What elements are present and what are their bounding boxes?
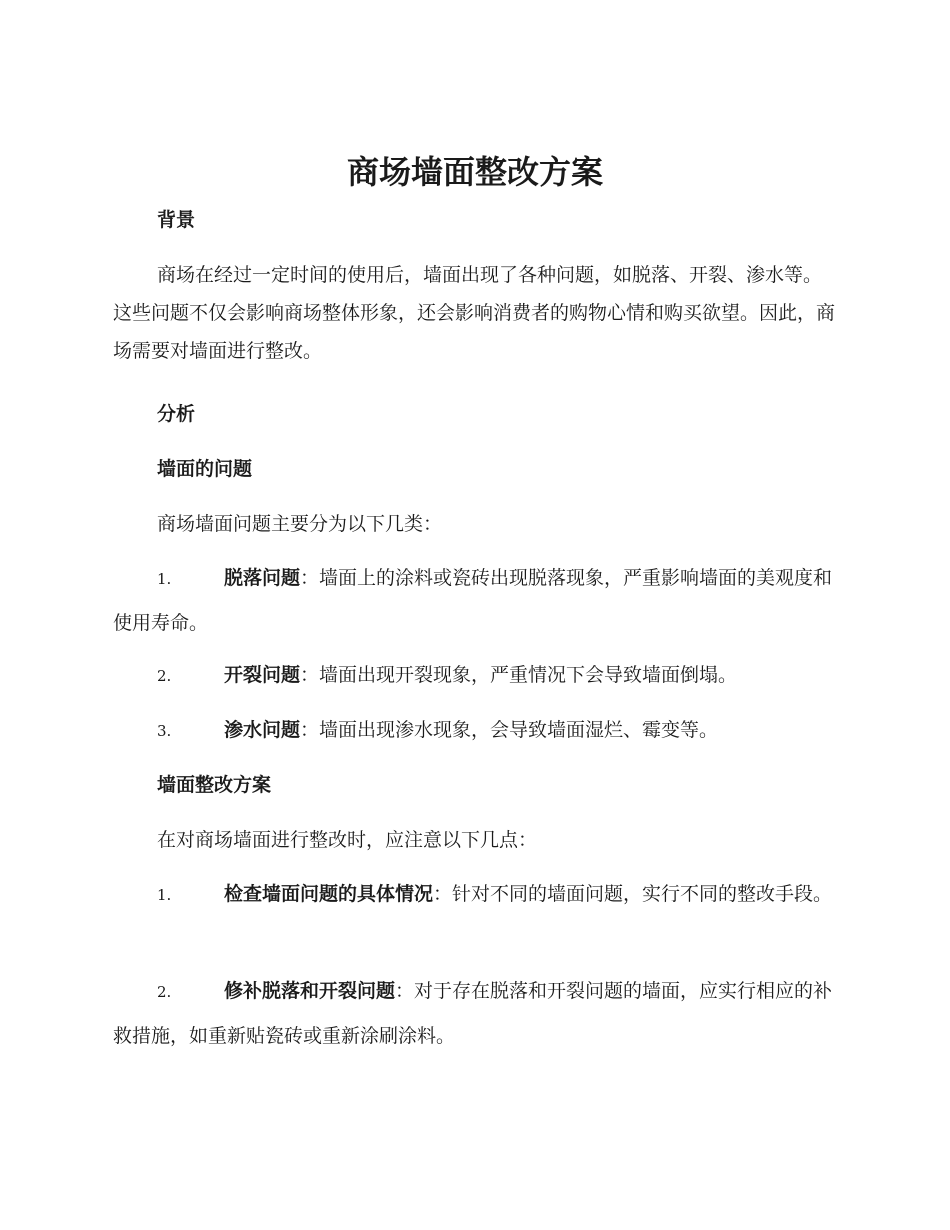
- paragraph-problems-intro: 商场墙面问题主要分为以下几类：: [157, 513, 443, 535]
- list-item-term: 脱落问题: [224, 567, 301, 589]
- list-item: [113, 872, 835, 917]
- list-item-number: 1.: [157, 570, 172, 588]
- list-item-number: 1.: [157, 886, 172, 904]
- list-item: [113, 969, 835, 1058]
- list-item-text: ：对于存在脱落和开裂问题的墙面，应实行相应的补救措施，如重新贴瓷砖或重新涂刷涂料。: [113, 980, 833, 1047]
- subheading-wall-problems: 墙面的问题: [157, 458, 253, 480]
- list-item: [113, 708, 835, 753]
- paragraph-background: 商场在经过一定时间的使用后，墙面出现了各种问题，如脱落、开裂、渗水等。这些问题不仅会影响商场整体形象，还会影响消费者的购物心情和购买欲望。因此，商场需要对墙面进行整改。: [113, 264, 836, 362]
- list-item-number: 2.: [157, 667, 172, 685]
- list-item: [113, 653, 835, 698]
- list-item-text: ：墙面出现开裂现象，严重情况下会导致墙面倒塌。: [300, 664, 738, 686]
- list-item-text: ：墙面上的涂料或瓷砖出现脱落现象，严重影响墙面的美观度和使用寿命。: [113, 567, 833, 634]
- heading-background: 背景: [157, 209, 196, 231]
- list-item-term: 开裂问题: [224, 664, 301, 686]
- heading-analysis: 分析: [157, 403, 196, 425]
- list-item-term: 渗水问题: [224, 719, 301, 741]
- list-item-text: ：墙面出现渗水现象，会导致墙面湿烂、霉变等。: [300, 719, 719, 741]
- list-item-term: 检查墙面问题的具体情况: [224, 883, 434, 905]
- list-item: [113, 556, 835, 645]
- list-item-number: 2.: [157, 983, 172, 1001]
- paragraph-plan-intro: 在对商场墙面进行整改时，应注意以下几点：: [157, 829, 538, 851]
- heading-plan: 墙面整改方案: [157, 774, 272, 796]
- document-title: 商场墙面整改方案: [346, 153, 603, 191]
- list-item-term: 修补脱落和开裂问题: [224, 980, 396, 1002]
- list-item-text: ：针对不同的墙面问题，实行不同的整改手段。: [433, 883, 833, 905]
- list-item-number: 3.: [157, 722, 172, 740]
